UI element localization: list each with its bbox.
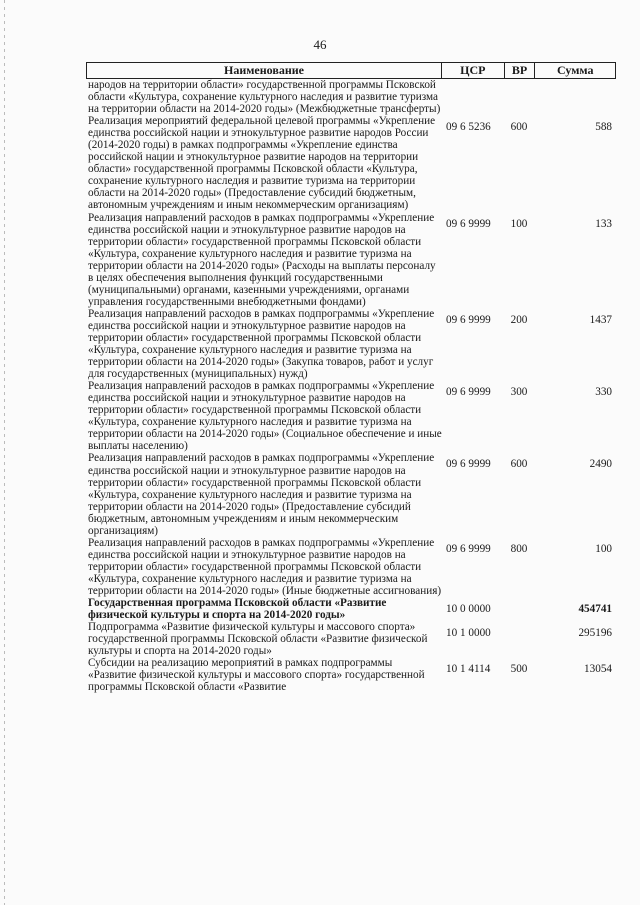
row-vr: 600 [510,458,528,471]
row-vr [504,597,534,621]
table-row [86,621,616,657]
scan-left-edge [4,0,5,905]
table-row [86,115,616,211]
row-vr: 200 [510,313,528,326]
page-number: 46 [313,37,327,52]
row-sum: 295196 [578,627,612,640]
row-name: Реализация направлений расходов в рамках подпрограммы «Укрепление единства российской нации и этнокультурное развитие народов на территории области» государственной программы Псковской области «Культура, сохранение культурного наследия и развитие туризма на территории области на 2014-2020 годы» (Закупка товаров, работ и услуг для государственных (муниципальных) нужд) [88,307,435,381]
header-sum: Сумма [556,63,594,77]
row-name: Реализация направлений расходов в рамках подпрограммы «Укрепление единства российской нации и этнокультурное развитие народов на территории области» государственной программы Псковской области «Культура, сохранение культурного наследия и развитие туризма на территории области на 2014-2020 годы» (Предоставление субсидий бюджетным, автономным учреждениям и иным некоммерческим организациям) [88,452,435,537]
header-vr: ВР [505,63,536,78]
header-name: Наименование [87,63,442,78]
row-sum: 588 [595,121,612,134]
row-sum: 454741 [578,603,612,616]
row-csr: 09 6 9999 [446,458,491,471]
row-csr: 09 6 9999 [446,386,491,399]
table-header [86,62,616,79]
row-sum: 100 [595,542,612,555]
row-vr: 800 [510,542,528,555]
table-row [86,380,616,452]
row-csr: 10 1 4114 [446,663,491,676]
row-csr: 09 6 9999 [446,217,491,230]
row-csr [442,79,504,115]
row-name: Подпрограмма «Развитие физической культуры и массового спорта» государственной программы Псковской области «Развитие физической культуры и спорта на 2014-2020 годы» [88,621,428,658]
row-vr: 600 [510,121,528,134]
row-sum: 2490 [589,458,612,471]
table-row [86,308,616,380]
row-name: Реализация направлений расходов в рамках подпрограммы «Укрепление единства российской нации и этнокультурное развитие народов на территории области» государственной программы Псковской области «Культура, сохранение культурного наследия и развитие туризма на территории области на 2014-2020 годы» (Расходы на выплаты персоналу в целях обеспечения выполнения функций государственными (муниципальными) органами, казенными учреждениями, органами управления государственными внебюджетными фондами) [88,211,436,308]
row-vr: 300 [510,386,528,399]
table-row [86,657,616,693]
row-name: Субсидии на реализацию мероприятий в рамках подпрограммы «Развитие физической культуры и массового спорта» государственной программы Псковской области «Развитие [88,657,425,694]
row-sum: 330 [595,386,612,399]
row-csr: 09 6 9999 [446,313,491,326]
row-sum: 13054 [584,663,612,676]
row-name: Реализация направлений расходов в рамках подпрограммы «Укрепление единства российской нации и этнокультурное развитие народов на территории области» государственной программы Псковской области «Культура, сохранение культурного наследия и развитие туризма на территории области на 2014-2020 годы» (Социальное обеспечение и иные выплаты населению) [88,380,442,453]
row-name: Реализация мероприятий федеральной целевой программы «Укрепление единства российской нации и этнокультурное развитие народов России (2014-2020 годы) в рамках подпрограммы «Укрепление единства российской нации и этнокультурное развитие народов на территории области» государственной программы Псковской области «Культура, сохранение культурного наследия и развитие туризма на территории области на 2014-2020 годы» (Предоставление субсидий бюджетным, автономным учреждениям и иным некоммерческим организациям) [88,115,436,212]
row-vr [504,621,534,657]
row-csr: 10 1 0000 [446,627,491,640]
row-name: Реализация направлений расходов в рамках подпрограммы «Укрепление единства российской нации и этнокультурное развитие народов на территории области» государственной программы Псковской области «Культура, сохранение культурного наследия и развитие туризма на территории области на 2014-2020 годы» (Иные бюджетные ассигнования) [88,536,442,597]
budget-table [86,62,616,693]
row-csr: 10 0 0000 [446,603,491,616]
row-vr: 500 [510,663,528,676]
row-csr: 09 6 5236 [446,121,491,134]
row-name: народов на территории области» государственной программы Псковской области «Культура, сохранение культурного наследия и развитие туризма на территории области на 2014-2020 годы» (Межбюджетные трансферты) [88,79,441,116]
table-row [86,537,616,597]
row-sum: 133 [595,217,612,230]
row-sum [534,79,614,115]
table-row [86,597,616,621]
table-row [86,79,616,115]
header-csr: ЦСР [442,63,505,78]
table-row [86,212,616,308]
row-vr [504,79,534,115]
row-sum: 1437 [589,313,612,326]
table-row [86,452,616,536]
table-body [86,79,616,693]
row-name: Государственная программа Псковской области «Развитие физической культуры и спорта на 2014-2020 годы» [88,597,387,622]
row-vr: 100 [510,217,528,230]
row-csr: 09 6 9999 [446,542,491,555]
